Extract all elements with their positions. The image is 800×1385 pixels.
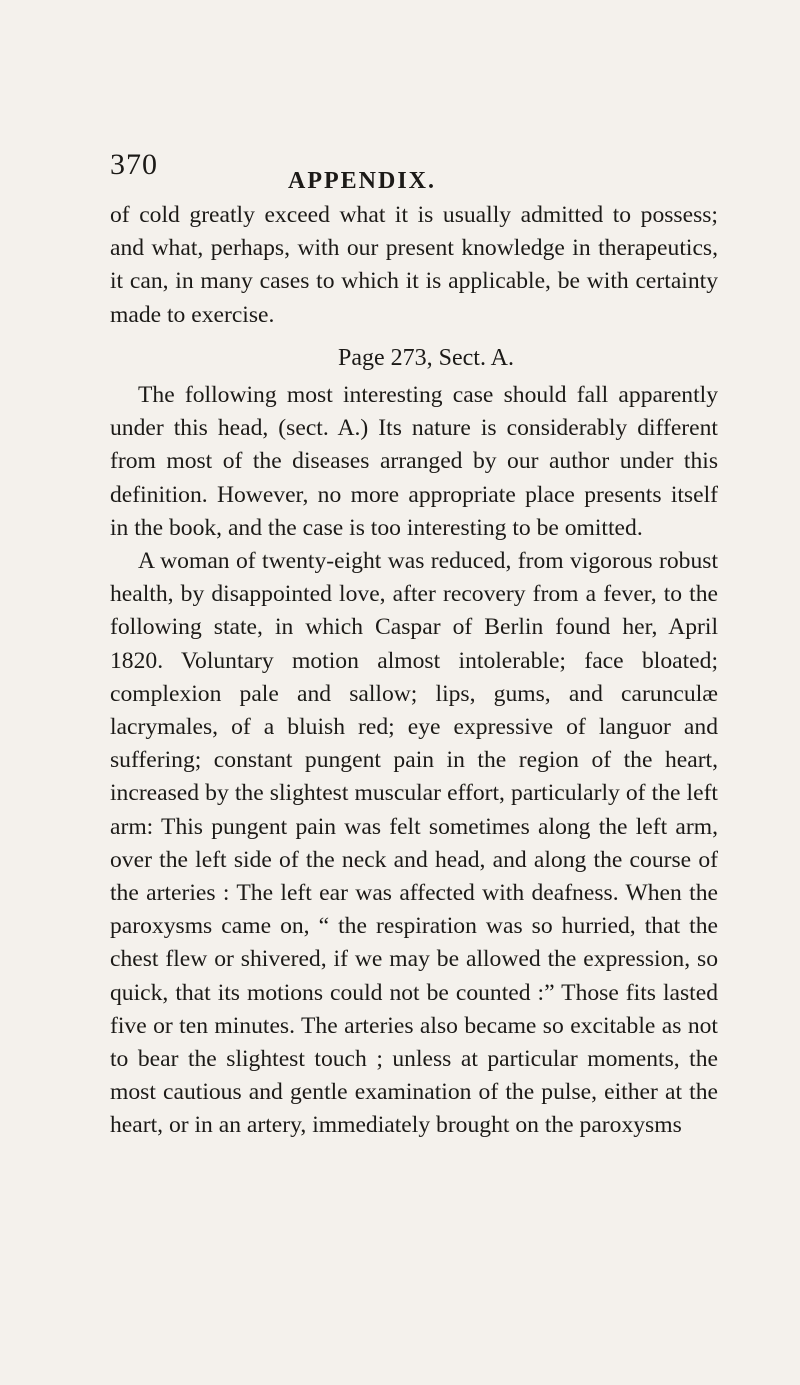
- running-title: APPENDIX.: [288, 168, 436, 194]
- page-header: [0, 148, 800, 192]
- paragraph-case: A woman of twenty-eight was reduced, from vigorous robust health, by disappointed love, after recovery from a fever, to the following state, in which Caspar of Berlin found her, April 1820. Voluntary motion almost intolerable; face bloated; complexion pale and sallow; lips, gums, and carunculæ lacrymales, of a bluish red; eye expressive of languor and suffering; constant pungent pain in the region of the heart, increased by the slightest muscular effort, particularly of the left arm: This pungent pain was felt sometimes along the left arm, over the left side of the neck and head, and along the course of the arteries : The left ear was affected with deafness. When the paroxysms came on, “ the respiration was so hurried, that the chest flew or shivered, if we may be allowed the expression, so quick, that its motions could not be counted :” Those fits lasted five or ten minutes. The arteries also became so excitable as not to bear the slightest touch ; unless at particular moments, the most cautious and gentle examination of the pulse, either at the heart, or in an artery, immediately brought on the paroxysms: [110, 548, 718, 1139]
- paragraph-continuation: of cold greatly exceed what it is usually admitted to possess; and what, perhaps, with our present knowledge in therapeutics, it can, in many cases to which it is applicable, be with certainty made to exercise.: [110, 202, 718, 328]
- section-heading: Page 273, Sect. A.: [338, 344, 514, 371]
- paragraph-intro: The following most interesting case should fall apparently under this head, (sect. A.) Its nature is considerably different from most of the diseases arranged by our author under this definition. However, no more appropriate place presents itself in the book, and the case is too interesting to be omitted.: [110, 382, 718, 541]
- page-number: 370: [110, 148, 158, 181]
- body-text: [110, 199, 718, 1143]
